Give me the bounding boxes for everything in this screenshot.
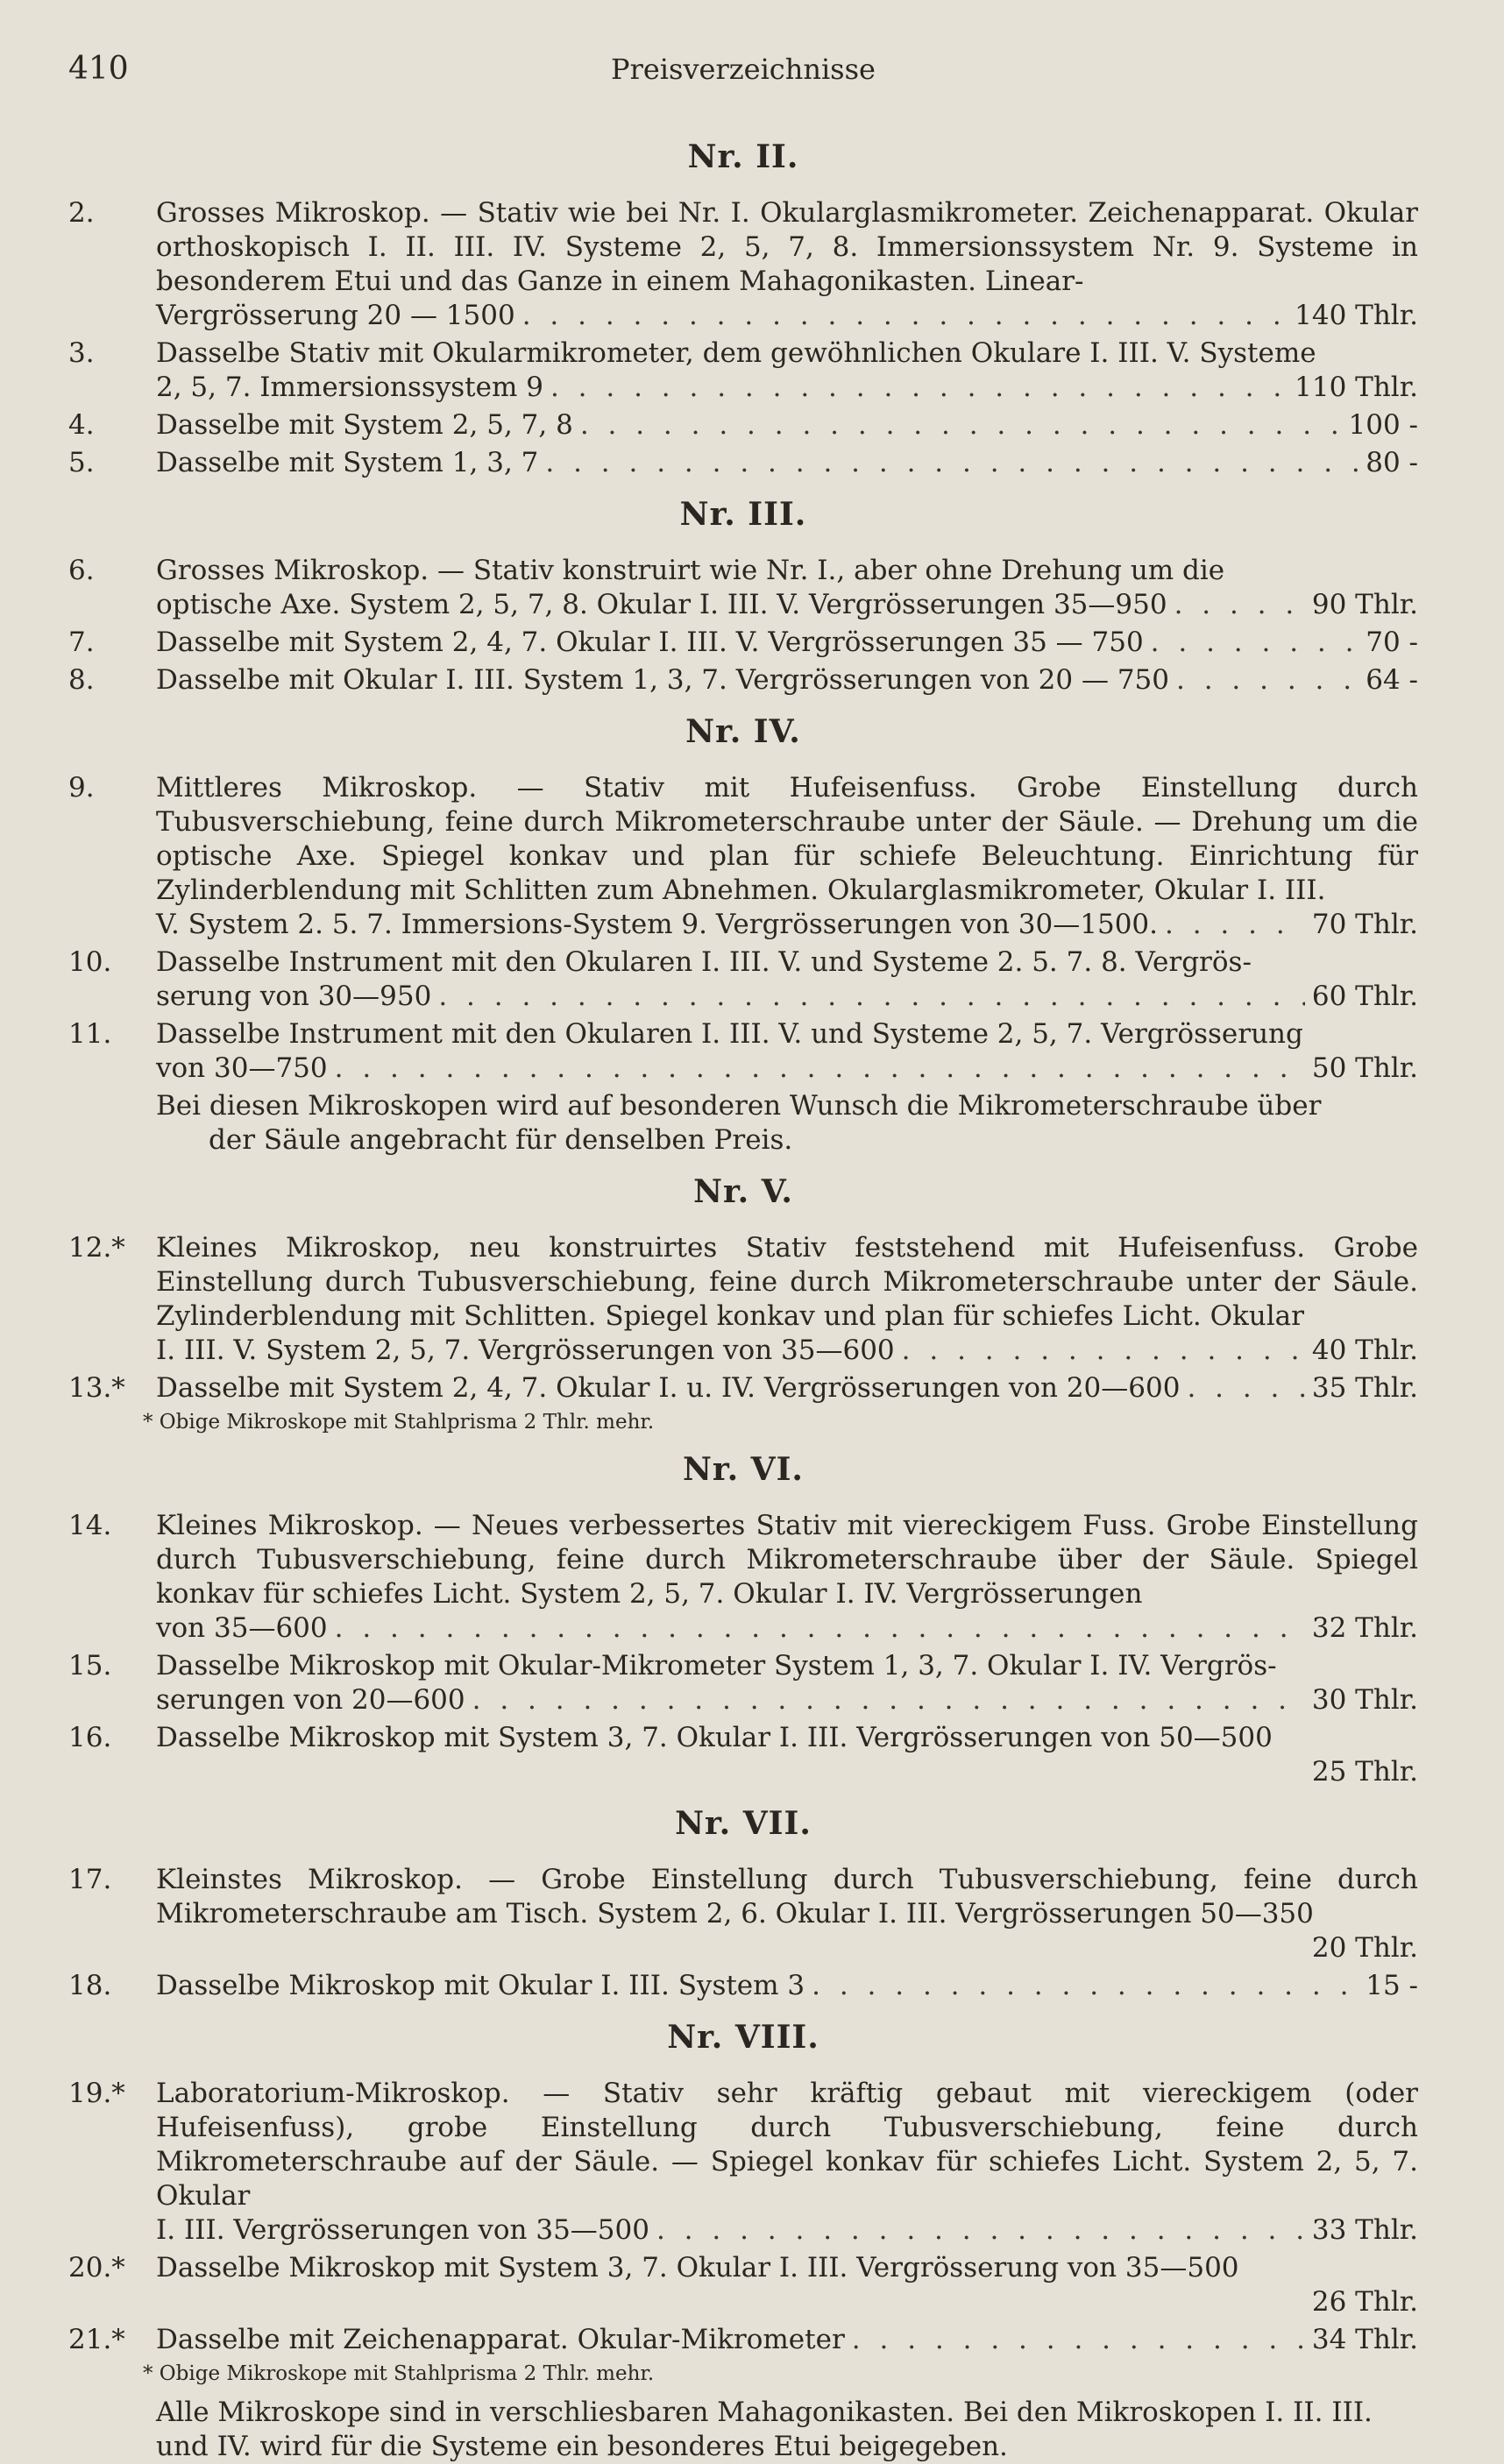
- entry-description: Dasselbe Instrument mit den Okularen I. III. V. und Systeme 2. 5. 7. 8. Vergrös-: [156, 946, 1252, 978]
- entry-description: Grosses Mikroskop. — Stativ konstruirt wie Nr. I., aber ohne Drehung um die: [156, 555, 1225, 586]
- price-line: [156, 626, 1418, 660]
- price-line-text: von 35—600: [156, 1612, 328, 1644]
- entry-description: Kleinstes Mikroskop. — Grobe Einstellung durch Tubusverschiebung, feine durch Mikrometerschraube am Tisch. System 2, 6. Okular I. III. Vergrösserungen 50—350: [156, 1864, 1418, 1929]
- entry-6: [68, 554, 1418, 622]
- page-number: 410: [68, 51, 129, 87]
- entry-number: 2.: [68, 197, 95, 229]
- entry-number: 13.*: [68, 1372, 125, 1404]
- price-line-text: Dasselbe mit Okular I. III. System 1, 3, 7. Vergrösserungen von 20 — 750: [156, 664, 1169, 696]
- price: 26 Thlr.: [1311, 2286, 1418, 2318]
- entry-16: [68, 1721, 1418, 1789]
- price-line: [156, 1611, 1418, 1646]
- section-nr-viii: [68, 2019, 1418, 2464]
- price: 15 -: [1366, 1970, 1418, 2001]
- price: 32 Thlr.: [1311, 1612, 1418, 1644]
- entry-number: 9.: [68, 772, 95, 804]
- leader-dots: [335, 1611, 1305, 1646]
- running-header: [68, 51, 1418, 95]
- price: 50 Thlr.: [1311, 1052, 1418, 1084]
- price-line-text: optische Axe. System 2, 5, 7, 8. Okular I. III. V. Vergrösserungen 35—950: [156, 589, 1167, 620]
- entry-description: Dasselbe Mikroskop mit System 3, 7. Okular I. III. Vergrösserungen von 50—500: [156, 1722, 1273, 1753]
- price: 70 -: [1366, 627, 1418, 658]
- entry-5: [68, 446, 1418, 480]
- entry-number: 15.: [68, 1650, 112, 1682]
- price-line: [156, 2213, 1418, 2248]
- price-line-text: serung von 30—950: [156, 981, 432, 1012]
- price: 30 Thlr.: [1311, 1684, 1418, 1716]
- entry-number: 11.: [68, 1018, 112, 1050]
- entry-description: Dasselbe Stativ mit Okularmikrometer, dem gewöhnlichen Okulare I. III. V. Systeme: [156, 337, 1316, 369]
- leader-dots: [335, 1051, 1305, 1086]
- price: 70 Thlr.: [1311, 909, 1418, 940]
- price-line-text: Dasselbe mit System 2, 4, 7. Okular I. III. V. Vergrösserungen 35 — 750: [156, 627, 1144, 658]
- entry-number: 3.: [68, 337, 95, 369]
- entry-description: Dasselbe Mikroskop mit Okular-Mikrometer System 1, 3, 7. Okular I. IV. Vergrös-: [156, 1650, 1277, 1682]
- entry-description: Kleines Mikroskop, neu konstruirtes Stativ feststehend mit Hufeisenfuss. Grobe Einstellung durch Tubusverschiebung, feine durch Mikrometerschraube unter der Säule. Zylinderblendung mit Schlitten. Spiegel konkav und plan für schiefes Licht. Okular: [156, 1232, 1418, 1332]
- price: 140 Thlr.: [1295, 300, 1418, 331]
- section-title: Nr. IV.: [685, 713, 801, 750]
- price-line: [156, 299, 1418, 333]
- price-line-text: Dasselbe mit Zeichenapparat. Okular-Mikrometer: [156, 2324, 845, 2355]
- leader-dots: [852, 2323, 1305, 2357]
- price-line: [156, 1051, 1418, 1086]
- section-title: Nr. V.: [693, 1173, 793, 1210]
- note-line-1: Bei diesen Mikroskopen wird auf besonderen Wunsch die Mikrometerschraube über: [156, 1090, 1322, 1122]
- leader-dots: [656, 2213, 1305, 2248]
- price: 110 Thlr.: [1295, 372, 1418, 403]
- section-nr-vii: [68, 1805, 1418, 2003]
- section-title: Nr. VII.: [675, 1805, 812, 1842]
- price-line-text: Dasselbe Mikroskop mit Okular I. III. System 3: [156, 1970, 805, 2001]
- price-line-text: Dasselbe mit System 2, 5, 7, 8: [156, 409, 573, 441]
- price-line: [156, 1371, 1418, 1405]
- entry-number: 4.: [68, 409, 95, 441]
- entry-number: 16.: [68, 1722, 112, 1753]
- note-line-2: der Säule angebracht für denselben Preis.: [209, 1124, 793, 1156]
- section-title: Nr. VI.: [683, 1451, 804, 1488]
- entry-number: 5.: [68, 447, 95, 478]
- price-line: [156, 371, 1418, 405]
- price-line-text: von 30—750: [156, 1052, 328, 1084]
- entry-7: [68, 626, 1418, 660]
- price-line-text: Dasselbe mit System 1, 3, 7: [156, 447, 539, 478]
- leader-dots: [1187, 1371, 1304, 1405]
- price-line-text: Dasselbe mit System 2, 4, 7. Okular I. u. IV. Vergrösserungen von 20—600: [156, 1372, 1181, 1404]
- entry-17: [68, 1863, 1418, 1965]
- leader-dots: [438, 980, 1305, 1014]
- leader-dots: [472, 1683, 1305, 1717]
- leader-dots: [1165, 908, 1305, 942]
- entry-11: [68, 1017, 1418, 1086]
- price: 60 Thlr.: [1311, 981, 1418, 1012]
- price-list: [68, 123, 1418, 2464]
- price-line-text: I. III. Vergrösserungen von 35—500: [156, 2214, 649, 2246]
- entry-12: [68, 1231, 1418, 1368]
- price: 33 Thlr.: [1311, 2214, 1418, 2246]
- price-line: [156, 408, 1418, 443]
- section-nr-ii: [68, 138, 1418, 480]
- price-line-text: Vergrösserung 20 — 1500: [156, 300, 515, 331]
- entry-number: 6.: [68, 555, 95, 586]
- price-line-text: serungen von 20—600: [156, 1684, 465, 1716]
- running-title: Preisverzeichnisse: [611, 53, 876, 86]
- section-title: Nr. VIII.: [667, 2019, 819, 2056]
- section-nr-vi: [68, 1451, 1418, 1789]
- entry-10: [68, 945, 1418, 1014]
- leader-dots: [1151, 626, 1359, 660]
- entry-21: [68, 2323, 1418, 2357]
- section-title: Nr. III.: [679, 496, 807, 533]
- price-line: [156, 2323, 1418, 2357]
- price: 64 -: [1366, 664, 1418, 696]
- entry-number: 20.*: [68, 2252, 125, 2283]
- leader-dots: [812, 1969, 1359, 2003]
- section-title: Nr. II.: [687, 138, 799, 175]
- entry-description: Laboratorium-Mikroskop. — Stativ sehr kräftig gebaut mit viereckigem (oder Hufeisenfuss), grobe Einstellung durch Tubusverschiebung, feine durch Mikrometerschraube auf der Säule. — Spiegel konkav für schiefes Licht. System 2, 5, 7. Okular: [156, 2078, 1418, 2212]
- leader-dots: [550, 371, 1288, 405]
- leader-dots: [1176, 663, 1359, 697]
- entry-number: 21.*: [68, 2324, 125, 2355]
- entry-4: [68, 408, 1418, 443]
- entry-description: Dasselbe Instrument mit den Okularen I. III. V. und Systeme 2, 5, 7. Vergrösserung: [156, 1018, 1303, 1050]
- price-line: [156, 663, 1418, 697]
- entry-number: 14.: [68, 1510, 112, 1541]
- leader-dots: [545, 446, 1359, 480]
- section-nr-iii: [68, 496, 1418, 697]
- footnote: * Obige Mikroskope mit Stahlprisma 2 Thlr. mehr.: [143, 1411, 655, 1434]
- entry-20: [68, 2251, 1418, 2319]
- entry-number: 7.: [68, 627, 95, 658]
- entry-description: Mittleres Mikroskop. — Stativ mit Hufeisenfuss. Grobe Einstellung durch Tubusverschiebung, feine durch Mikrometerschraube unter der Säule. — Drehung um die optische Axe. Spiegel konkav und plan für schiefe Beleuchtung. Einrichtung für Zylinderblendung mit Schlitten zum Abnehmen. Okularglasmikrometer, Okular I. III.: [156, 772, 1418, 906]
- entry-number: 10.: [68, 946, 112, 978]
- entry-13: [68, 1371, 1418, 1405]
- entry-description: Dasselbe Mikroskop mit System 3, 7. Okular I. III. Vergrösserung von 35—500: [156, 2252, 1239, 2283]
- price-line: [156, 1683, 1418, 1717]
- section-nr-v: [68, 1173, 1418, 1435]
- entry-15: [68, 1649, 1418, 1717]
- leader-dots: [522, 299, 1288, 333]
- price: 40 Thlr.: [1311, 1335, 1418, 1366]
- entry-18: [68, 1969, 1418, 2003]
- entry-3: [68, 336, 1418, 405]
- entry-8: [68, 663, 1418, 697]
- entry-description: Grosses Mikroskop. — Stativ wie bei Nr. I. Okularglasmikrometer. Zeichenapparat. Okular orthoskopisch I. II. III. IV. Systeme 2, 5, 7, 8. Immersionssystem Nr. 9. Systeme in besonderem Etui und das Ganze in einem Mahagonikasten. Linear-: [156, 197, 1418, 297]
- price-line: [156, 908, 1418, 942]
- price-line: [156, 1969, 1418, 2003]
- price: 20 Thlr.: [1311, 1932, 1418, 1964]
- entry-number: 8.: [68, 664, 95, 696]
- entry-2: [68, 196, 1418, 333]
- section-note: [68, 1089, 1418, 1158]
- price: 34 Thlr.: [1311, 2324, 1418, 2355]
- price: 25 Thlr.: [1311, 1756, 1418, 1788]
- price: 100 -: [1348, 409, 1418, 441]
- leader-dots: [1174, 588, 1305, 622]
- entry-14: [68, 1509, 1418, 1646]
- leader-dots: [902, 1334, 1305, 1368]
- price-line-text: I. III. V. System 2, 5, 7. Vergrösserungen von 35—600: [156, 1335, 895, 1366]
- price-line: [156, 980, 1418, 1014]
- section-nr-iv: [68, 713, 1418, 1158]
- price-line: [156, 1334, 1418, 1368]
- price: 35 Thlr.: [1311, 1372, 1418, 1404]
- entry-number: 18.: [68, 1970, 112, 2001]
- price-line-text: 2, 5, 7. Immersionssystem 9: [156, 372, 543, 403]
- leader-dots: [580, 408, 1342, 443]
- entry-number: 19.*: [68, 2078, 125, 2109]
- entry-9: [68, 771, 1418, 942]
- price: 80 -: [1366, 447, 1418, 478]
- price-line: [156, 446, 1418, 480]
- entry-19: [68, 2077, 1418, 2248]
- entry-number: 12.*: [68, 1232, 125, 1264]
- price-line-text: V. System 2. 5. 7. Immersions-System 9. Vergrösserungen von 30—1500.: [156, 909, 1159, 940]
- price-line: [156, 588, 1418, 622]
- closing-note: Alle Mikroskope sind in verschliesbaren Mahagonikasten. Bei den Mikroskopen I. II. III. und IV. wird für die Systeme ein besonderes Etui beigegeben.: [156, 2397, 1373, 2462]
- price: 90 Thlr.: [1311, 589, 1418, 620]
- footnote: * Obige Mikroskope mit Stahlprisma 2 Thlr. mehr.: [143, 2362, 655, 2385]
- entry-description: Kleines Mikroskop. — Neues verbessertes Stativ mit viereckigem Fuss. Grobe Einstellung durch Tubusverschiebung, feine durch Mikrometerschraube über der Säule. Spiegel konkav für schiefes Licht. System 2, 5, 7. Okular I. IV. Vergrösserungen: [156, 1510, 1418, 1610]
- entry-number: 17.: [68, 1864, 112, 1895]
